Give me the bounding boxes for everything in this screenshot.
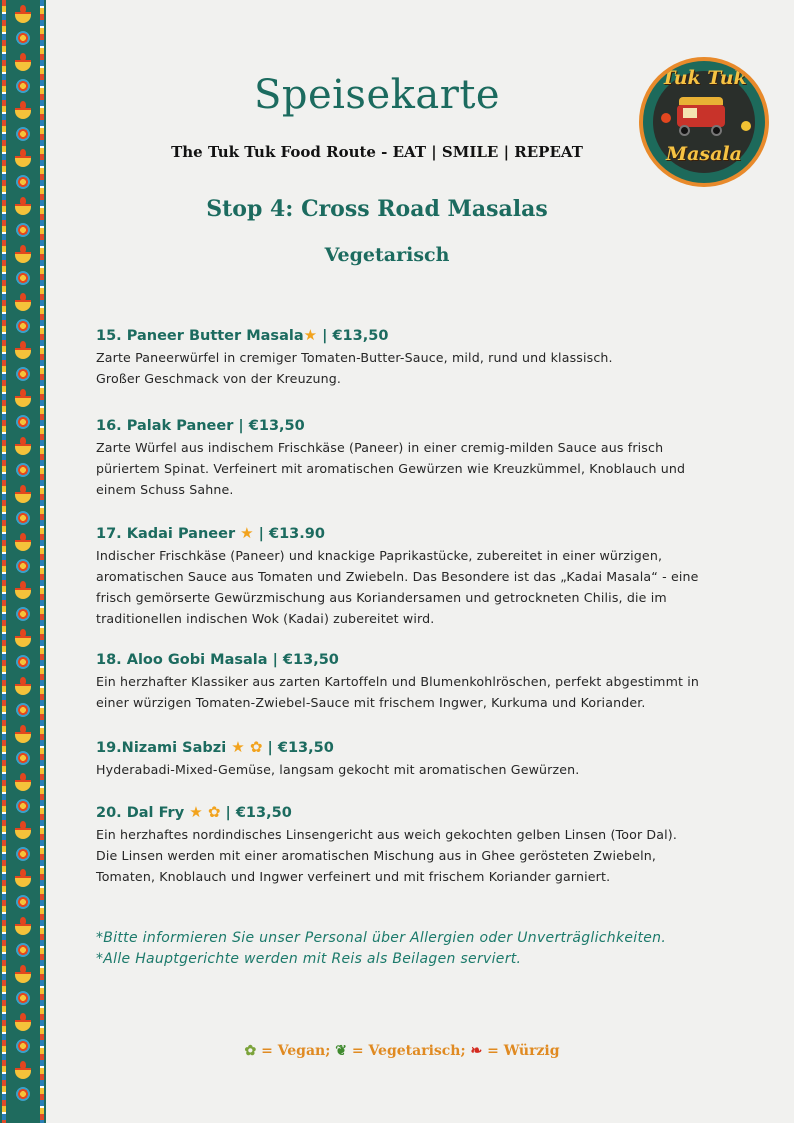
flower-motif-icon <box>9 988 37 1010</box>
diya-lamp-icon <box>9 1012 37 1034</box>
page-title: Speisekarte <box>253 72 501 118</box>
menu-item-title: 20. Dal Fry ★ ✿ | €13,50 <box>96 803 292 821</box>
menu-item-description: Ein herzhaftes nordindisches Linsengericht aus weich gekochten gelben Linsen (Toor Dal). Die Linsen werden mit einer aromatischen Mischung aus in Ghee gerösteten Zwiebeln, Tomaten, Knoblauch und Ingwer verfeinert und mit frischem Koriander garniert. <box>96 827 677 884</box>
menu-item-description: Zarte Paneerwürfel in cremiger Tomaten-Butter-Sauce, mild, rund und klassisch. Großer Geschmack von der Kreuzung. <box>96 350 613 386</box>
border-motifs <box>9 4 37 1108</box>
diya-lamp-icon <box>9 916 37 938</box>
diya-lamp-icon <box>9 148 37 170</box>
category-title: Vegetarisch <box>324 244 450 266</box>
tuk-tuk-icon <box>675 97 733 137</box>
flower-motif-icon <box>9 28 37 50</box>
diya-lamp-icon <box>9 532 37 554</box>
diya-lamp-icon <box>9 724 37 746</box>
flower-motif-icon <box>9 796 37 818</box>
flower-motif-icon <box>9 604 37 626</box>
menu-item <box>96 326 756 389</box>
menu-item <box>96 738 756 780</box>
diya-lamp-icon <box>9 484 37 506</box>
flower-motif-icon <box>9 460 37 482</box>
menu-item <box>96 418 756 500</box>
flower-motif-icon <box>9 556 37 578</box>
spice-icon <box>741 121 751 131</box>
logo-text-top: Tuk Tuk <box>661 67 747 89</box>
tuk-tuk-masala-logo <box>639 57 769 187</box>
flower-motif-icon <box>9 412 37 434</box>
herb-icon: ✿ <box>244 1043 257 1059</box>
decorative-border <box>0 0 46 1123</box>
menu-item <box>96 652 756 713</box>
menu-item-description: Hyderabadi-Mixed-Gemüse, langsam gekocht mit aromatischen Gewürzen. <box>96 762 580 777</box>
flower-motif-icon <box>9 268 37 290</box>
diya-lamp-icon <box>9 340 37 362</box>
diya-lamp-icon <box>9 868 37 890</box>
menu-item-description: Zarte Würfel aus indischem Frischkäse (Paneer) in einer cremig-milden Sauce aus frisch püriertem Spinat. Verfeinert mit aromatischen Gewürzen wie Kreuzkümmel, Knoblauch und einem Schuss Sahne. <box>96 440 686 497</box>
allergy-note: *Bitte informieren Sie unser Personal über Allergien oder Unverträglichkeiten. <box>96 930 667 946</box>
legend: ✿ = Vegan; ❦ = Vegetarisch; ❧ = Würzig <box>244 1043 560 1059</box>
menu-item-title: 16. Palak Paneer | €13,50 <box>96 418 305 434</box>
diya-lamp-icon <box>9 676 37 698</box>
flower-motif-icon <box>9 700 37 722</box>
chili-icon: ❧ <box>470 1043 483 1059</box>
flower-motif-icon <box>9 940 37 962</box>
chili-icon <box>661 113 671 123</box>
diya-lamp-icon <box>9 580 37 602</box>
flower-motif-icon <box>9 844 37 866</box>
diya-lamp-icon <box>9 1060 37 1082</box>
menu-item-title: 19.Nizami Sabzi ★ ✿ | €13,50 <box>96 738 334 756</box>
logo-text-bottom: Masala <box>666 143 742 165</box>
diya-lamp-icon <box>9 436 37 458</box>
diya-lamp-icon <box>9 52 37 74</box>
menu-item-title: 15. Paneer Butter Masala★ | €13,50 <box>96 326 389 344</box>
menu-item-title: 18. Aloo Gobi Masala | €13,50 <box>96 652 339 668</box>
diya-lamp-icon <box>9 820 37 842</box>
flower-motif-icon <box>9 316 37 338</box>
star-icon: ★ <box>303 326 318 344</box>
flower-motif-icon <box>9 1036 37 1058</box>
diya-lamp-icon <box>9 292 37 314</box>
flower-motif-icon <box>9 172 37 194</box>
notes <box>96 928 756 970</box>
leaf-icon: ❦ <box>335 1043 347 1059</box>
flower-motif-icon <box>9 508 37 530</box>
flower-motif-icon <box>9 220 37 242</box>
diya-lamp-icon <box>9 4 37 26</box>
diya-lamp-icon <box>9 388 37 410</box>
diya-lamp-icon <box>9 244 37 266</box>
tagline: The Tuk Tuk Food Route - EAT | SMILE | REPEAT <box>171 143 583 161</box>
star-herb-icons: ★ ✿ <box>231 738 263 756</box>
menu-item <box>96 524 756 629</box>
star-icon: ★ <box>240 524 254 542</box>
menu-item-description: Indischer Frischkäse (Paneer) und knackige Paprikastücke, zubereitet in einer würzigen, aromatischen Sauce aus Tomaten und Zwiebeln. Das Besondere ist das „Kadai Masala“ - eine frisch gemörserte Gewürzmischung aus Koriandersamen und getrockneten Chilis, die im traditionellen indischen Wok (Kadai) zubereitet wird. <box>96 548 699 626</box>
flower-motif-icon <box>9 124 37 146</box>
flower-motif-icon <box>9 892 37 914</box>
diya-lamp-icon <box>9 964 37 986</box>
flower-motif-icon <box>9 1084 37 1106</box>
diya-lamp-icon <box>9 628 37 650</box>
flower-motif-icon <box>9 652 37 674</box>
star-herb-icons: ★ ✿ <box>189 803 221 821</box>
diya-lamp-icon <box>9 196 37 218</box>
flower-motif-icon <box>9 364 37 386</box>
flower-motif-icon <box>9 748 37 770</box>
menu-item <box>96 803 756 887</box>
menu-item-title: 17. Kadai Paneer ★ | €13.90 <box>96 524 325 542</box>
section-title: Stop 4: Cross Road Masalas <box>206 196 548 222</box>
diya-lamp-icon <box>9 772 37 794</box>
menu-item-description: Ein herzhafter Klassiker aus zarten Kartoffeln und Blumenkohlröschen, perfekt abgestimmt in einer würzigen Tomaten-Zwiebel-Sauce mit frischem Ingwer, Kurkuma und Koriander. <box>96 674 700 710</box>
rice-note: *Alle Hauptgerichte werden mit Reis als Beilagen serviert. <box>96 951 522 967</box>
